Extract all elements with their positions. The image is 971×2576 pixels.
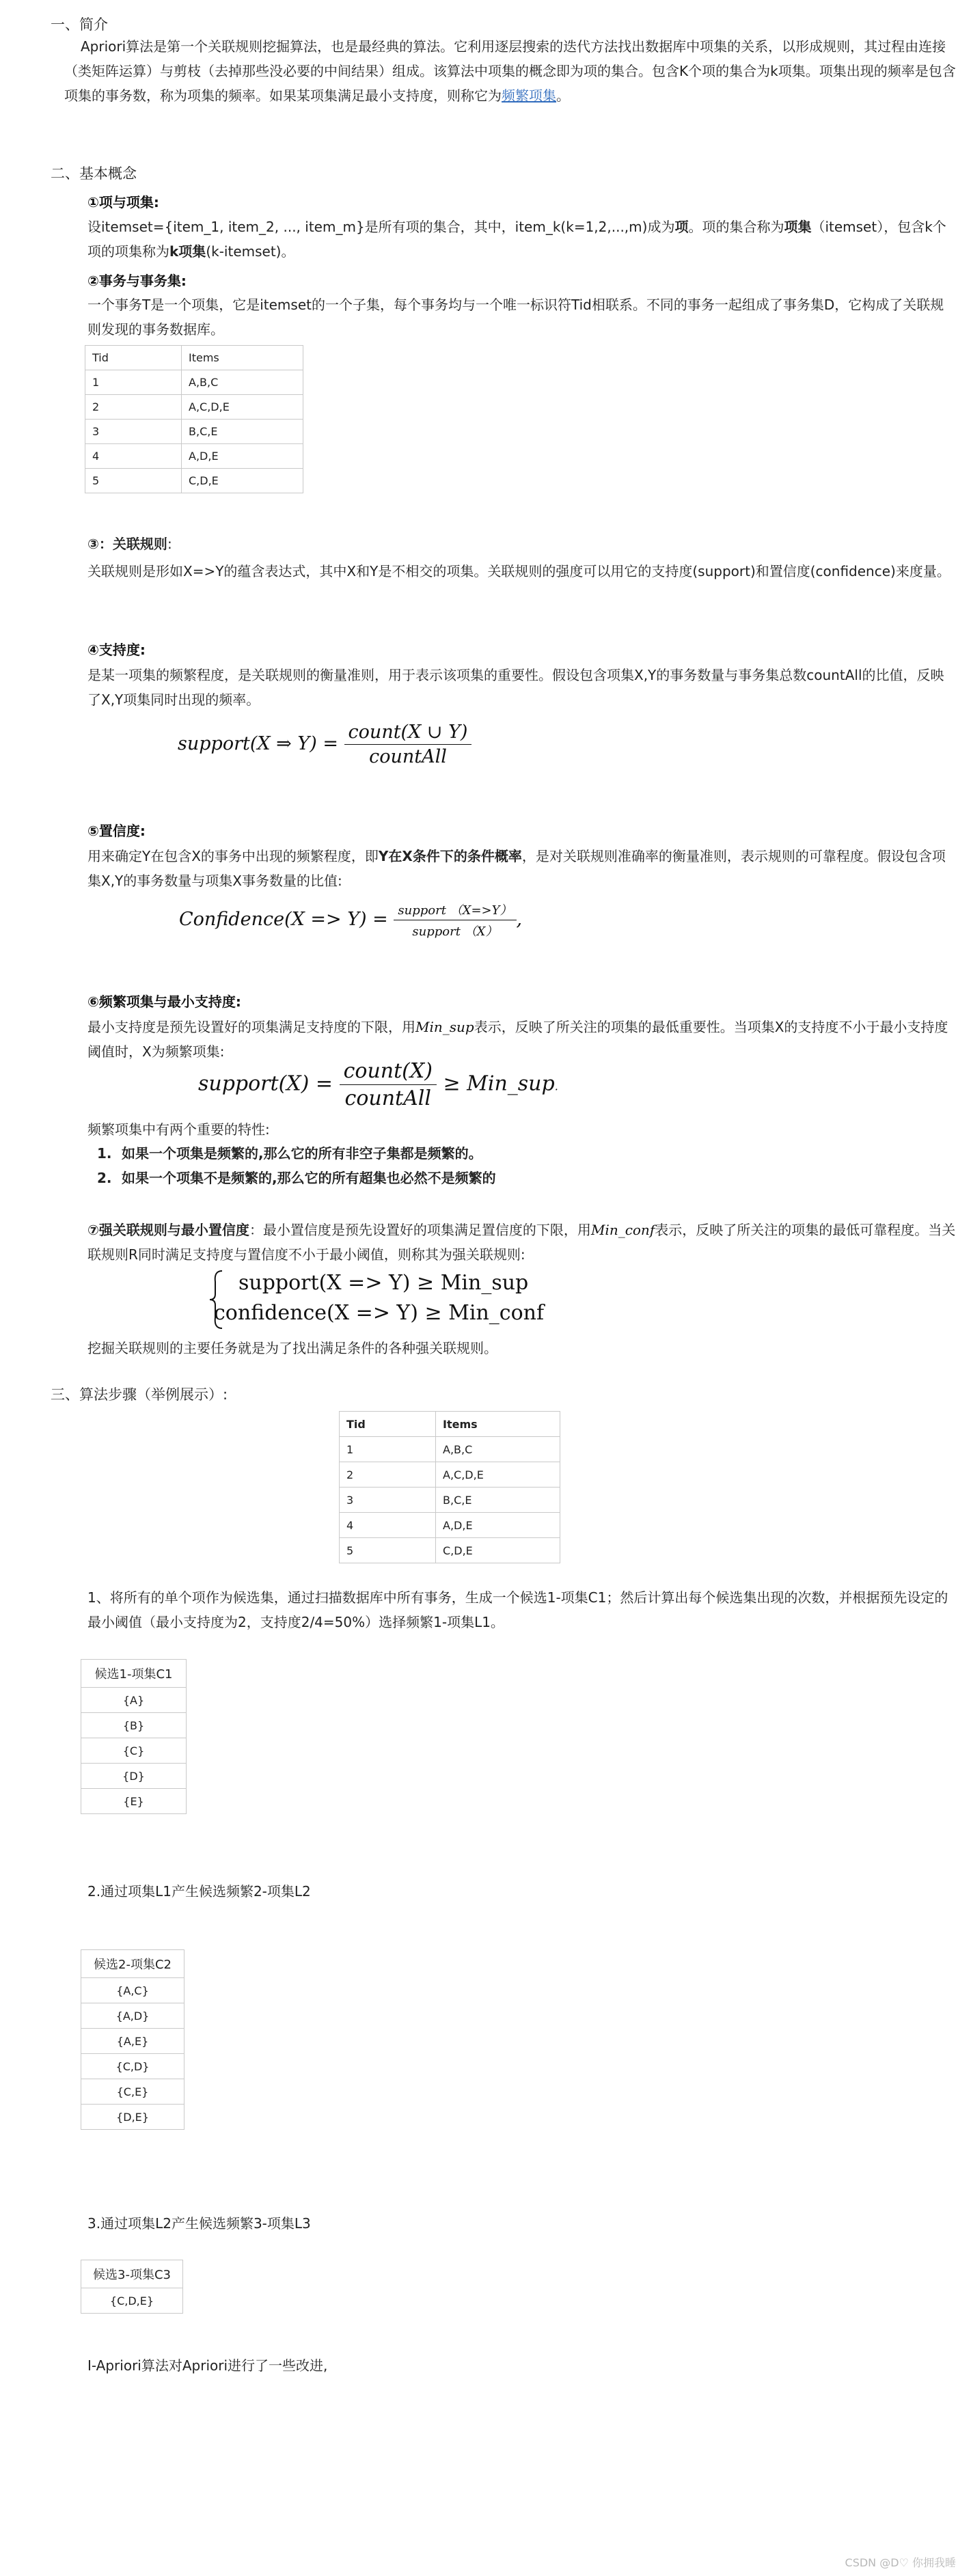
table-cell: A,D,E	[182, 444, 303, 469]
f3-end: .	[554, 1080, 558, 1093]
candidate-row	[81, 1789, 187, 1814]
table-row	[340, 1488, 560, 1513]
candidate-itemset: {D,E}	[81, 2105, 184, 2130]
table-header-cell: Items	[436, 1412, 560, 1437]
f1-lhs: support	[178, 733, 250, 754]
candidate-itemset: {C,D,E}	[81, 2288, 183, 2314]
section1-period: 。	[556, 87, 570, 104]
candidate-row	[81, 2003, 184, 2029]
association-rule-text: 关联规则是形如X=>Y的蕴含表达式，其中X和Y是不相交的项集。关联规则的强度可以用它的支持度(support)和置信度(confidence)来度量。	[87, 563, 951, 579]
f4-line1: support(X => Y) ≥ Min_sup	[238, 1271, 529, 1295]
candidate-itemset: {C,E}	[81, 2079, 184, 2105]
item-itemset-text	[87, 215, 957, 264]
table-cell: A,B,C	[436, 1437, 560, 1462]
s1-d: 项集	[784, 219, 812, 235]
properties-intro: 频繁项集中有两个重要的特性:	[87, 1121, 270, 1138]
prop2-text: 如果一个项集不是频繁的,那么它的所有超集也必然不是频繁的	[122, 1170, 496, 1186]
table-cell: 2	[85, 395, 182, 420]
candidate-itemset: {A}	[81, 1688, 187, 1713]
strong-rule-text	[87, 1218, 957, 1267]
candidate-c1-table	[81, 1659, 187, 1814]
table-cell: C,D,E	[182, 469, 303, 493]
s1-c: 。项的集合称为	[688, 219, 784, 235]
association-rule-heading	[87, 532, 172, 556]
candidate-header: 候选1-项集C1	[81, 1660, 187, 1688]
table-row	[85, 395, 303, 420]
step2-text: 2.通过项集L1产生候选频繁2-项集L2	[87, 1883, 311, 1900]
watermark: CSDN @D♡ 你拥我睡	[845, 2556, 956, 2569]
candidate-itemset: {E}	[81, 1789, 187, 1814]
confidence-text	[87, 844, 957, 893]
candidate-itemset: {A,C}	[81, 1978, 184, 2003]
f3-lhs: support(X) =	[198, 1071, 333, 1096]
transaction-heading: ②事务与事务集:	[87, 273, 187, 289]
f3-rhs: ≥ Min_sup	[443, 1071, 555, 1096]
f1-den: countAll	[369, 746, 447, 767]
table-cell: A,D,E	[436, 1513, 560, 1538]
table-row	[85, 420, 303, 444]
strong-rule-formula	[208, 1268, 591, 1331]
f4-line2: confidence(X => Y) ≥ Min_conf	[214, 1301, 545, 1325]
candidate-row	[81, 2054, 184, 2079]
s1-e: （itemset），包含k个项的项集称为	[87, 219, 946, 260]
candidate-itemset: {A,D}	[81, 2003, 184, 2029]
min-support-text	[87, 1015, 957, 1064]
step3-text: 3.通过项集L2产生候选频繁3-项集L3	[87, 2215, 311, 2232]
strong-rule-summary: 挖掘关联规则的主要任务就是为了找出满足条件的各种强关联规则。	[87, 1340, 497, 1356]
table-cell: B,C,E	[182, 420, 303, 444]
table-header-cell: Items	[182, 346, 303, 370]
frequent-itemset-link[interactable]: 频繁项集	[502, 87, 556, 104]
min-support-heading: ⑥频繁项集与最小支持度:	[87, 994, 241, 1010]
table-cell: 1	[85, 370, 182, 395]
f1-arg: (X ⇒ Y)	[249, 733, 317, 754]
table-row	[85, 444, 303, 469]
transaction-table	[85, 345, 303, 493]
candidate-row	[81, 2105, 184, 2130]
f2-fraction	[394, 901, 516, 940]
candidate-row	[81, 1978, 184, 2003]
s6-c: 表示，反映了所关注的项集的最低重要性。当项集X的支持度不小于最小支持度阈值时，X为频繁项集:	[87, 1019, 948, 1060]
candidate-header-row	[81, 1950, 184, 1978]
s1-a: 设itemset={item_1, item_2, ..., item_m}是所有项的集合，其中，item_k(k=1,2,...,m)成为	[87, 219, 675, 235]
s5-a: 用来确定Y在包含X的事务中出现的频繁程度，即	[87, 848, 379, 864]
property-2	[97, 1166, 496, 1190]
candidate-itemset: {C,D}	[81, 2054, 184, 2079]
candidate-row	[81, 2079, 184, 2105]
table-cell: B,C,E	[436, 1488, 560, 1513]
section2-title: 二、基本概念	[51, 165, 137, 182]
candidate-row	[81, 2029, 184, 2054]
table-cell: 4	[85, 444, 182, 469]
f2-den: support （X）	[412, 924, 498, 939]
f2-end: ,	[516, 909, 523, 930]
candidate-row	[81, 1738, 187, 1764]
candidate-header-row	[81, 2260, 183, 2288]
table-row	[340, 1462, 560, 1488]
s1-f: k项集	[169, 243, 206, 260]
f1-num: count(X ∪ Y)	[344, 722, 472, 745]
candidate-header: 候选3-项集C3	[81, 2260, 183, 2288]
candidate-row	[81, 2288, 183, 2314]
table-cell: A,C,D,E	[182, 395, 303, 420]
s7-a: ：最小置信度是预先设置好的项集满足置信度的下限，用	[249, 1222, 591, 1238]
f1-eq: =	[323, 733, 338, 754]
f2-num: support （X=>Y）	[394, 901, 516, 920]
table-header-cell: Tid	[340, 1412, 436, 1437]
table-cell: A,C,D,E	[436, 1462, 560, 1488]
table-cell: 1	[340, 1437, 436, 1462]
table-header-row	[340, 1412, 560, 1437]
s3-title: ③：关联规则	[87, 536, 167, 552]
section3-title: 三、算法步骤（举例展示）:	[51, 1386, 228, 1403]
support-heading: ④支持度:	[87, 642, 146, 658]
candidate-itemset: {B}	[81, 1713, 187, 1738]
support-text: 是某一项集的频繁程度，是关联规则的衡量准则，用于表示该项集的重要性。假设包含项集X,Y的事务数量与事务集总数countAll的比值，反映了X,Y项集同时出现的频率。	[87, 667, 944, 708]
f2-lhs: Confidence(X => Y) =	[179, 909, 388, 930]
candidate-itemset: {A,E}	[81, 2029, 184, 2054]
f3-fraction	[340, 1059, 437, 1110]
section1-title: 一、简介	[51, 16, 108, 33]
s7-b: Min_conf	[590, 1222, 655, 1238]
s5-b: Y在X条件下的条件概率	[378, 848, 522, 864]
s1-g: (k-itemset)。	[206, 243, 295, 260]
table-cell: A,B,C	[182, 370, 303, 395]
candidate-c3-table	[81, 2260, 183, 2314]
section1-text: Apriori算法是第一个关联规则挖掘算法，也是最经典的算法。它利用逐层搜索的迭代方法找出数据库中项集的关系，以形成规则，其过程由连接（类矩阵运算）与剪枝（去掉那些没必要的中间结果）组成。该算法中项集的概念即为项的集合。包含K个项的集合为k项集。项集出现的频率是包含项集的事务数，称为项集的频率。如果某项集满足最小支持度，则称它为	[64, 38, 956, 104]
candidate-row	[81, 1688, 187, 1713]
table-row	[340, 1437, 560, 1462]
s7-title: ⑦强关联规则与最小置信度	[87, 1222, 249, 1238]
item-itemset-heading: ①项与项集:	[87, 194, 159, 210]
candidate-row	[81, 1713, 187, 1738]
f3-den: countAll	[344, 1086, 431, 1110]
candidate-itemset: {C}	[81, 1738, 187, 1764]
confidence-formula	[179, 901, 522, 940]
candidate-header: 候选2-项集C2	[81, 1950, 184, 1978]
prop1-text: 如果一个项集是频繁的,那么它的所有非空子集都是频繁的。	[122, 1145, 482, 1162]
frequent-formula	[198, 1059, 558, 1110]
s6-b: Min_sup	[415, 1019, 474, 1035]
table-row	[85, 469, 303, 493]
step1-text: 1、将所有的单个项作为候选集，通过扫描数据库中所有事务，生成一个候选1-项集C1；然后计算出每个候选集出现的次数，并根据预先设定的最小阈值（最小支持度为2，支持度2/4=50%）选择频繁1-项集L1。	[87, 1589, 948, 1630]
table-header-row	[85, 346, 303, 370]
property-1	[97, 1141, 482, 1166]
candidate-itemset: {D}	[81, 1764, 187, 1789]
table-cell: 5	[85, 469, 182, 493]
prop1-num: 1.	[97, 1145, 112, 1162]
i-apriori-text: I-Apriori算法对Apriori进行了一些改进,	[87, 2357, 328, 2374]
support-formula	[178, 722, 471, 767]
s7-c: 表示，反映了所关注的项集的最低可靠程度。当关联规则R同时满足支持度与置信度不小于最小阈值，则称其为强关联规则:	[87, 1222, 956, 1263]
table-row	[340, 1538, 560, 1563]
section1-paragraph	[64, 34, 957, 108]
table-cell: C,D,E	[436, 1538, 560, 1563]
candidate-row	[81, 1764, 187, 1789]
example-table	[339, 1411, 560, 1563]
table-cell: 3	[340, 1488, 436, 1513]
prop2-num: 2.	[97, 1170, 112, 1186]
s1-b: 项	[674, 219, 689, 235]
f1-fraction	[344, 722, 472, 767]
table-row	[340, 1513, 560, 1538]
s6-a: 最小支持度是预先设置好的项集满足支持度的下限，用	[87, 1019, 415, 1035]
table-cell: 4	[340, 1513, 436, 1538]
table-cell: 2	[340, 1462, 436, 1488]
table-header-cell: Tid	[85, 346, 182, 370]
s5-c: ，是对关联规则准确率的衡量准则，表示规则的可靠程度。假设包含项集X,Y的事务数量与项集X事务数量的比值:	[87, 848, 946, 889]
f3-num: count(X)	[340, 1059, 437, 1085]
table-cell: 5	[340, 1538, 436, 1563]
confidence-heading: ⑤置信度:	[87, 823, 146, 839]
transaction-text: 一个事务T是一个项集，它是itemset的一个子集，每个事务均与一个唯一标识符Tid相联系。不同的事务一起组成了事务集D，它构成了关联规则发现的事务数据库。	[87, 297, 944, 338]
table-cell: 3	[85, 420, 182, 444]
s3-colon: :	[167, 536, 172, 552]
table-row	[85, 370, 303, 395]
candidate-header-row	[81, 1660, 187, 1688]
candidate-c2-table	[81, 1949, 184, 2130]
